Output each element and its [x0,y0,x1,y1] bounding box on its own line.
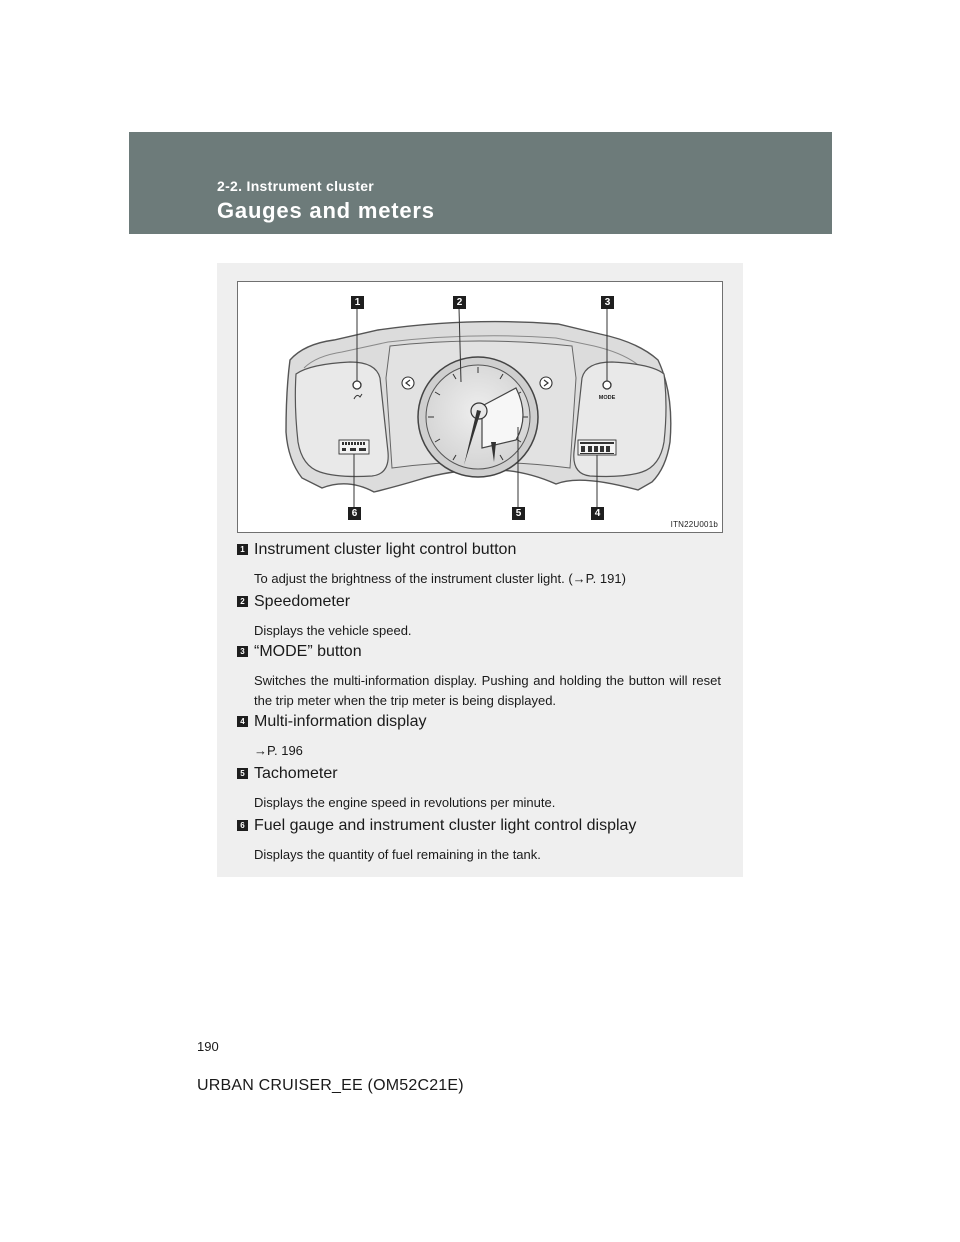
item-title: Instrument cluster light control button [254,541,517,558]
item-marker-6: 6 [237,820,248,831]
item-description: Switches the multi-information display. Pushing and holding the button will reset the trip meter when the trip meter is being displayed. [254,673,721,708]
item-title: Multi-information display [254,713,427,730]
page-number: 190 [197,1039,219,1054]
figure-callout-1: 1 [351,296,364,309]
item-marker-3: 3 [237,646,248,657]
section-label: 2-2. Instrument cluster [217,178,375,194]
figure-callout-3: 3 [601,296,614,309]
figure-callout-5: 5 [512,507,525,520]
instrument-cluster-illustration [238,282,724,534]
mode-button [603,381,611,389]
figure-callout-2: 2 [453,296,466,309]
item-marker-5: 5 [237,768,248,779]
list-item-speedometer [237,593,723,645]
mode-label: MODE [598,395,616,401]
item-description: Displays the vehicle speed. [254,623,412,638]
page-title: Gauges and meters [217,198,435,223]
item-marker-4: 4 [237,716,248,727]
item-description: To adjust the brightness of the instrument cluster light. (→P. 191) [254,571,626,586]
item-title: “MODE” button [254,643,362,660]
list-item-fuel-gauge [237,817,723,869]
list-item-multi-information-display [237,713,723,765]
item-description: →P. 196 [254,743,303,758]
item-title: Tachometer [254,765,338,782]
item-title: Speedometer [254,593,351,610]
right-arrow-icon [540,377,552,389]
item-description: Displays the engine speed in revolutions per minute. [254,795,556,810]
left-subpanel [295,362,388,477]
instrument-cluster-figure [237,281,723,533]
light-control-button [353,381,361,389]
left-arrow-icon [402,377,414,389]
list-item-mode-button [237,643,723,715]
item-marker-2: 2 [237,596,248,607]
list-item-tachometer [237,765,723,817]
item-title: Fuel gauge and instrument cluster light control display [254,817,637,834]
figure-code: ITN22U001b [670,520,718,529]
figure-callout-4: 4 [591,507,604,520]
right-subpanel [574,362,666,477]
item-description: Displays the quantity of fuel remaining in the tank. [254,847,541,862]
manual-code: URBAN CRUISER_EE (OM52C21E) [197,1077,464,1094]
figure-callout-6: 6 [348,507,361,520]
list-item-light-control-button [237,541,723,593]
item-marker-1: 1 [237,544,248,555]
